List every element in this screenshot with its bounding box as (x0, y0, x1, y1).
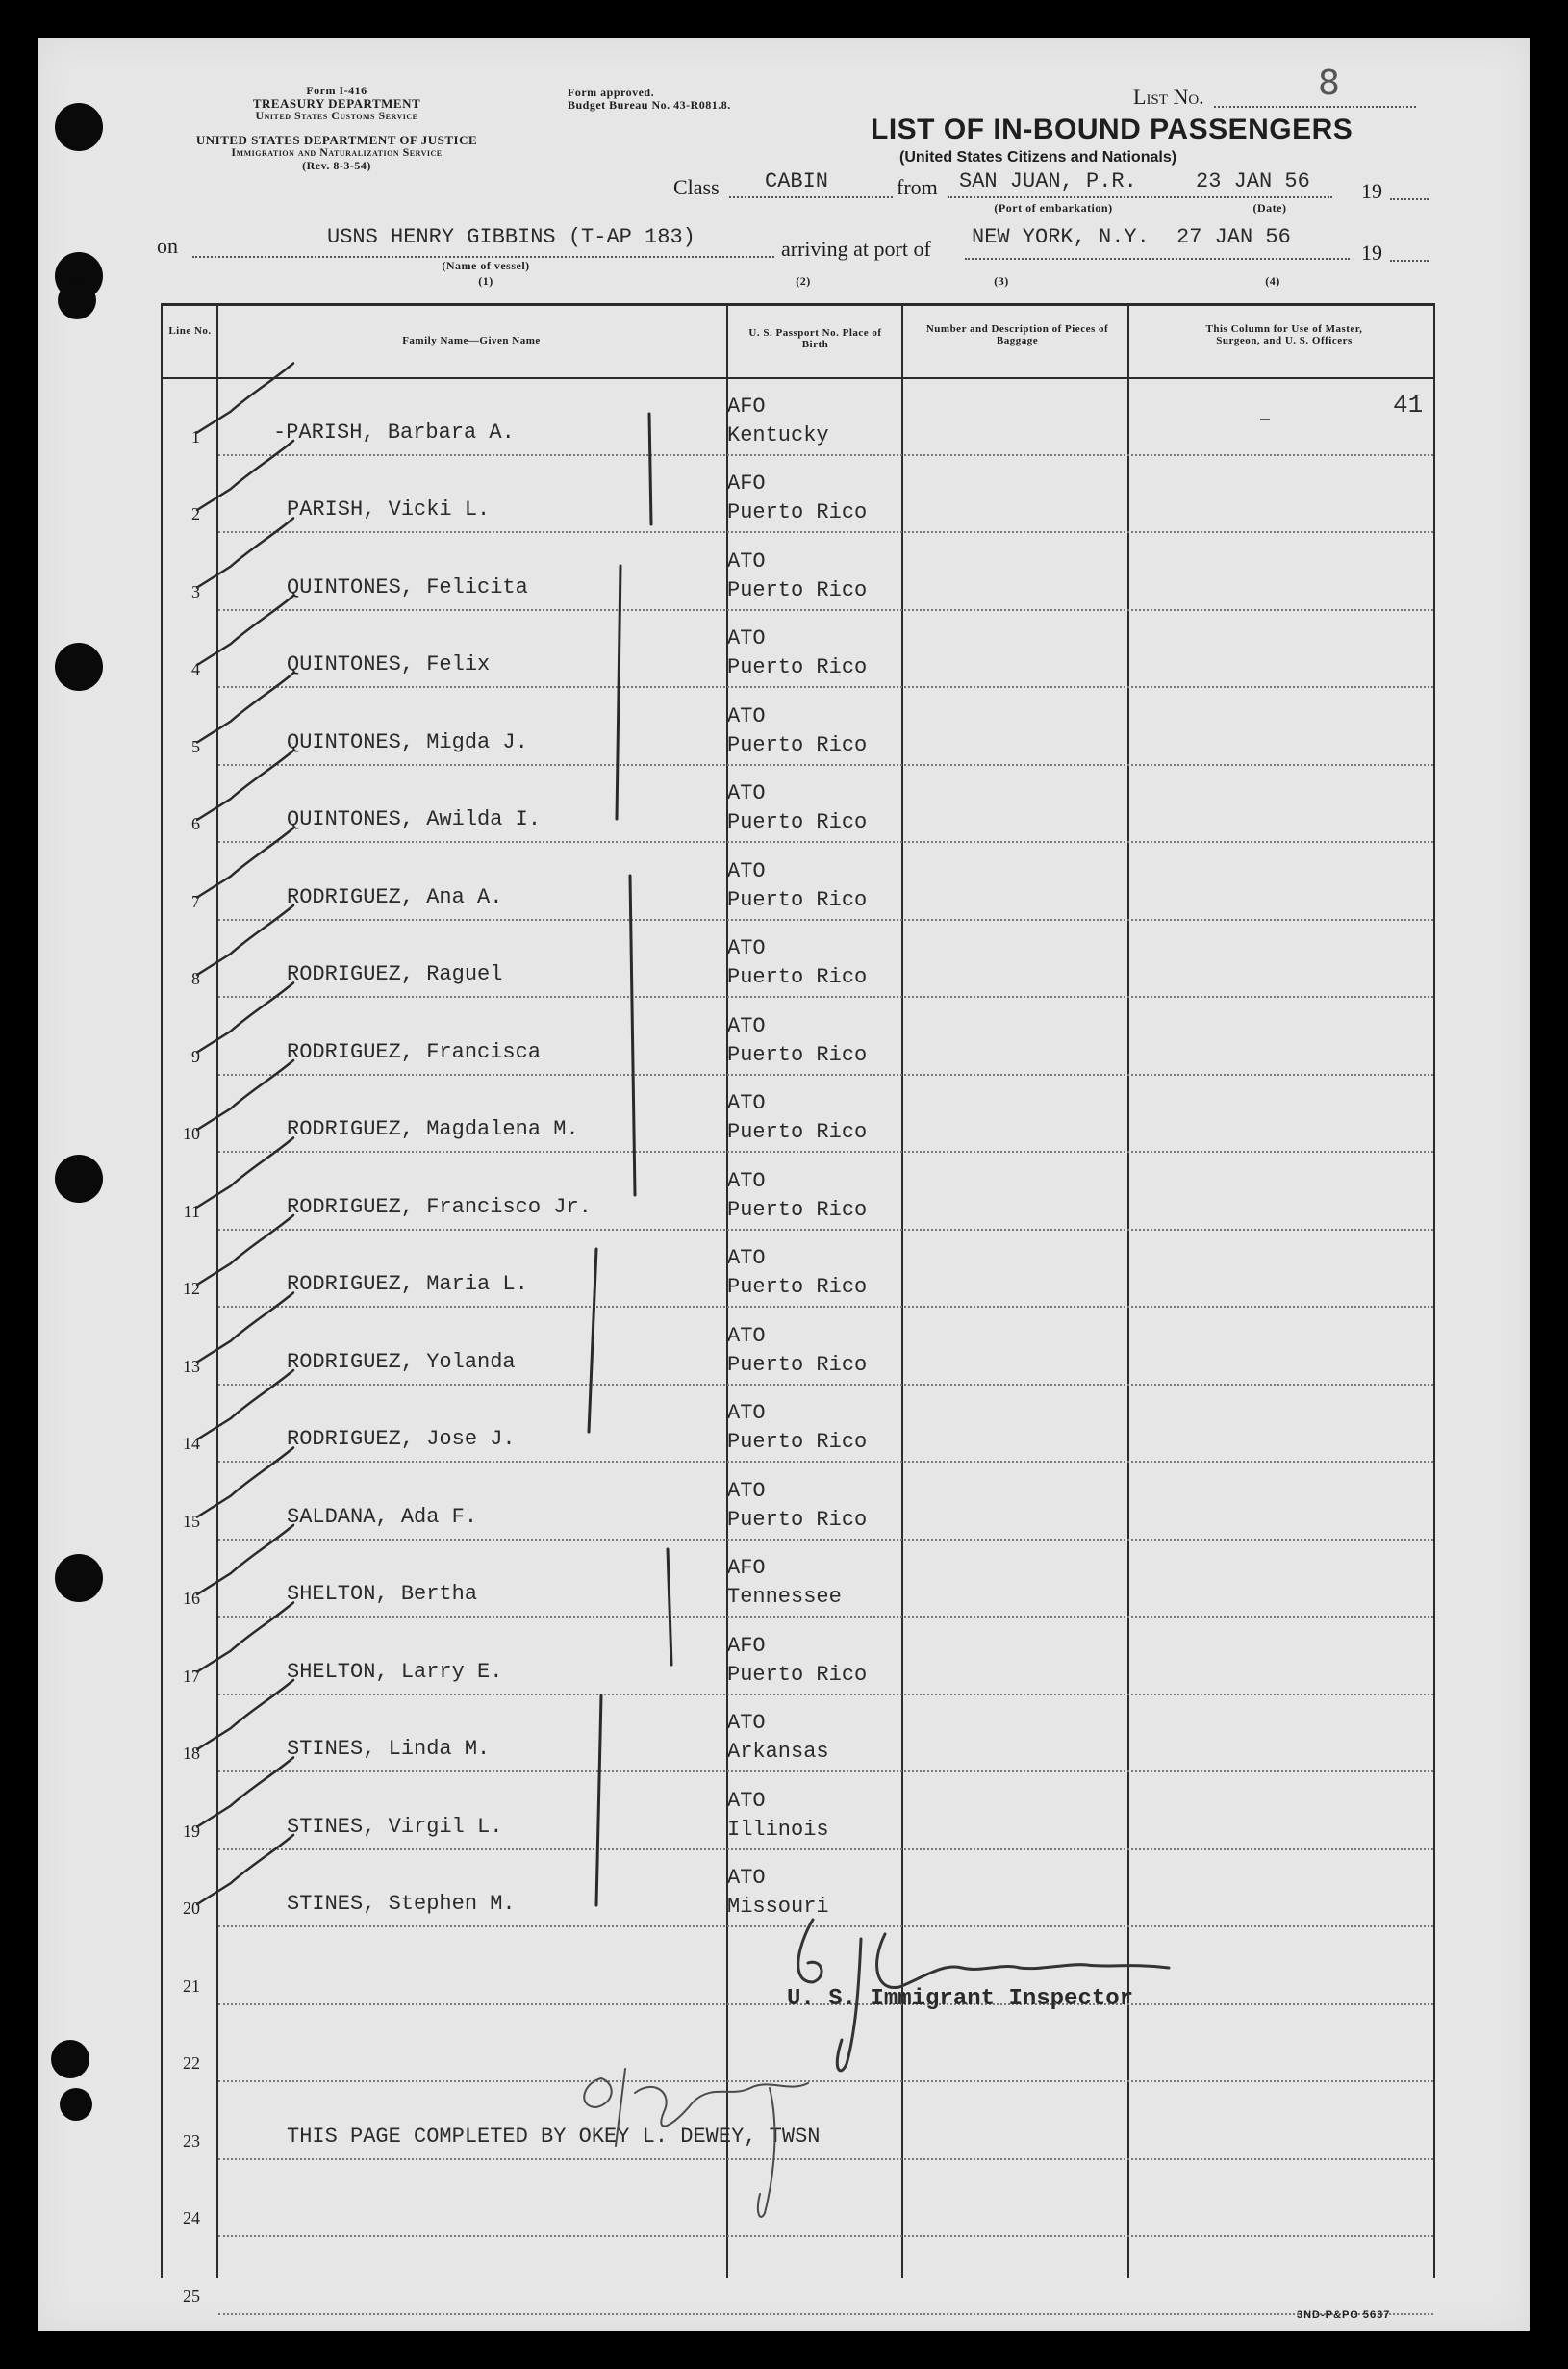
check-mark (197, 1448, 293, 1517)
inspector-signature (798, 1920, 1169, 2071)
check-mark (197, 1138, 293, 1208)
birthplace: Puerto Rico (727, 1042, 868, 1067)
line-number: 15 (183, 1511, 200, 1531)
passport-code: ATO (727, 1866, 766, 1890)
birthplace: Kentucky (727, 422, 829, 447)
passport-code: ATO (727, 936, 766, 960)
line-number: 7 (191, 891, 200, 911)
family-bracket (596, 1695, 601, 1905)
passport-code: AFO (727, 471, 766, 496)
check-mark (197, 1525, 293, 1594)
budget-bureau: Budget Bureau No. 43-R081.8. (568, 98, 731, 112)
family-bracket (649, 414, 651, 524)
header-line-no: Line No. (168, 325, 212, 337)
line-number: 21 (183, 1975, 200, 1996)
line-number: 13 (183, 1356, 200, 1376)
birthplace: Puerto Rico (727, 1507, 868, 1532)
header-officers: This Column for Use of Master, Surgeon, and U. S. Officers (1205, 323, 1363, 346)
vessel-caption: (Name of vessel) (442, 259, 530, 272)
line-number: 25 (183, 2285, 200, 2305)
birthplace: Puerto Rico (727, 732, 868, 757)
passenger-name: STINES, Virgil L. (287, 1814, 503, 1839)
passport-code: ATO (727, 626, 766, 650)
passenger-name: -PARISH, Barbara A. (273, 420, 515, 445)
check-mark (197, 1215, 293, 1285)
customs-service: United States Customs Service (255, 109, 418, 122)
check-mark (197, 519, 293, 588)
line-number: 6 (191, 814, 200, 833)
passenger-name: RODRIGUEZ, Francisca (287, 1039, 542, 1064)
on-label: on (157, 234, 178, 258)
header-passport: U. S. Passport No. Place of Birth (748, 327, 882, 350)
passenger-name: RODRIGUEZ, Raguel (287, 962, 503, 986)
print-code: 3ND-P&PO 5637 (1297, 2309, 1391, 2321)
passport-code: ATO (727, 1478, 766, 1503)
birthplace: Puerto Rico (727, 1197, 868, 1222)
passport-code: AFO (727, 1633, 766, 1658)
passenger-name: SHELTON, Larry E. (287, 1659, 503, 1684)
passport-code: ATO (727, 1711, 766, 1735)
year-label: 19 (1361, 179, 1382, 203)
passenger-name: RODRIGUEZ, Ana A. (287, 884, 503, 909)
passenger-name: QUINTONES, Felix (287, 652, 491, 676)
passenger-name: THIS PAGE COMPLETED BY OKEY L. DEWEY, TWSN (287, 2124, 821, 2149)
col-4-caption: (4) (1265, 274, 1280, 288)
passenger-name: RODRIGUEZ, Jose J. (287, 1427, 516, 1451)
line-number: 19 (183, 1821, 200, 1841)
passenger-name: STINES, Linda M. (287, 1737, 491, 1761)
check-mark (197, 441, 293, 510)
passenger-name: RODRIGUEZ, Francisco Jr. (287, 1194, 592, 1219)
vessel-name: USNS HENRY GIBBINS (T-AP 183) (327, 225, 695, 249)
page-title: LIST OF IN-BOUND PASSENGERS (871, 114, 1353, 145)
arrival-port: NEW YORK, N.Y. (972, 225, 1150, 249)
year-label-2: 19 (1361, 241, 1382, 265)
line-number: 22 (183, 2053, 200, 2073)
check-mark (197, 1680, 293, 1749)
arrival-date: 27 JAN 56 (1176, 225, 1291, 249)
check-mark (197, 674, 293, 743)
check-mark (197, 1293, 293, 1363)
line-number: 10 (183, 1124, 200, 1143)
check-mark (197, 905, 293, 975)
birthplace: Puerto Rico (727, 1120, 868, 1144)
line-number: 3 (191, 581, 200, 601)
birthplace: Puerto Rico (727, 965, 868, 989)
line-number: 9 (191, 1046, 200, 1066)
date-caption: (Date) (1252, 201, 1287, 215)
class-label: Class (673, 175, 720, 199)
line-number: 17 (183, 1666, 200, 1686)
passenger-name: QUINTONES, Awilda I. (287, 807, 542, 831)
justice-dept: UNITED STATES DEPARTMENT OF JUSTICE (195, 133, 478, 147)
family-bracket (617, 566, 620, 819)
check-mark (197, 1758, 293, 1827)
birthplace: Arkansas (727, 1740, 829, 1764)
passenger-name: QUINTONES, Felicita (287, 574, 528, 599)
class-value: CABIN (765, 169, 829, 193)
from-port: SAN JUAN, P.R. (959, 169, 1137, 193)
inspector-title: U. S. Immigrant Inspector (787, 1986, 1134, 2012)
passenger-name: RODRIGUEZ, Maria L. (287, 1272, 528, 1296)
line-number: 23 (183, 2130, 200, 2151)
col-3-caption: (3) (994, 274, 1009, 288)
birthplace: Missouri (727, 1895, 829, 1919)
birthplace: Puerto Rico (727, 1275, 868, 1299)
birthplace: Puerto Rico (727, 500, 868, 524)
form-approved: Form approved. (568, 86, 655, 99)
page-subtitle: (United States Citizens and Nationals) (899, 149, 1177, 166)
birthplace: Puerto Rico (727, 1662, 868, 1687)
birthplace: Puerto Rico (727, 1430, 868, 1454)
revision: (Rev. 8-3-54) (302, 159, 371, 172)
col-1-caption: (1) (478, 274, 493, 288)
line-number: 12 (183, 1279, 200, 1298)
check-mark (197, 596, 293, 665)
check-mark (197, 1060, 293, 1130)
family-bracket (668, 1549, 671, 1665)
from-date: 23 JAN 56 (1196, 169, 1310, 193)
check-mark (197, 1603, 293, 1672)
ins-service: Immigration and Naturalization Service (231, 145, 443, 159)
line-number: 8 (191, 969, 200, 988)
passport-code: ATO (727, 1246, 766, 1270)
passport-code: ATO (727, 548, 766, 573)
passport-code: AFO (727, 1556, 766, 1580)
birthplace: Puerto Rico (727, 887, 868, 912)
family-bracket (630, 876, 635, 1195)
check-mark (197, 751, 293, 820)
line-number: 16 (183, 1589, 200, 1608)
birthplace: Illinois (727, 1817, 829, 1842)
birthplace: Puerto Rico (727, 655, 868, 679)
passenger-name: SHELTON, Bertha (287, 1582, 478, 1606)
birthplace: Tennessee (727, 1585, 842, 1609)
form-number: Form I-416 (306, 84, 367, 97)
check-mark (197, 983, 293, 1053)
family-bracket (589, 1249, 596, 1432)
embark-caption: (Port of embarkation) (994, 201, 1113, 215)
list-no-label: List No. (1133, 85, 1204, 109)
line-number: 2 (191, 504, 200, 523)
passport-code: ATO (727, 1168, 766, 1193)
line-number: 18 (183, 1744, 200, 1763)
line-number: 24 (183, 2208, 200, 2228)
passport-code: ATO (727, 1323, 766, 1348)
passport-code: ATO (727, 781, 766, 805)
col-2-caption: (2) (796, 274, 811, 288)
passenger-name: RODRIGUEZ, Yolanda (287, 1349, 516, 1374)
check-mark (197, 1370, 293, 1439)
line-number: 5 (191, 736, 200, 756)
passport-code: ATO (727, 1091, 766, 1115)
birthplace: Puerto Rico (727, 810, 868, 834)
passenger-name: PARISH, Vicki L. (287, 497, 491, 522)
birthplace: Puerto Rico (727, 577, 868, 602)
line-number: 14 (183, 1434, 200, 1453)
header-name: Family Name—Given Name (402, 335, 541, 346)
header-baggage: Number and Description of Pieces of Baggage (925, 323, 1109, 346)
line-number: 1 (191, 426, 200, 446)
passport-code: ATO (727, 1013, 766, 1038)
passenger-name: SALDANA, Ada F. (287, 1504, 478, 1529)
treasury-dept: TREASURY DEPARTMENT (252, 96, 421, 111)
passport-code: ATO (727, 703, 766, 728)
passenger-name: QUINTONES, Migda J. (287, 729, 528, 754)
check-mark (197, 364, 293, 433)
birthplace: Puerto Rico (727, 1352, 868, 1377)
passport-code: ATO (727, 1788, 766, 1813)
completer-signature (584, 2069, 808, 2217)
line-number: 11 (183, 1201, 200, 1221)
line-number: 20 (183, 1898, 200, 1918)
line-number: 4 (191, 659, 200, 678)
list-no-value: 8 (1318, 64, 1340, 103)
passport-code: AFO (727, 394, 766, 419)
passport-code: ATO (727, 1401, 766, 1425)
passenger-name: STINES, Stephen M. (287, 1892, 516, 1916)
check-mark (197, 828, 293, 898)
passport-code: ATO (727, 858, 766, 883)
from-label: from (897, 175, 938, 199)
passenger-name: RODRIGUEZ, Magdalena M. (287, 1117, 579, 1141)
check-mark (197, 1835, 293, 1904)
arriving-label: arriving at port of (781, 237, 931, 261)
officer-note: 41 (1393, 391, 1424, 420)
